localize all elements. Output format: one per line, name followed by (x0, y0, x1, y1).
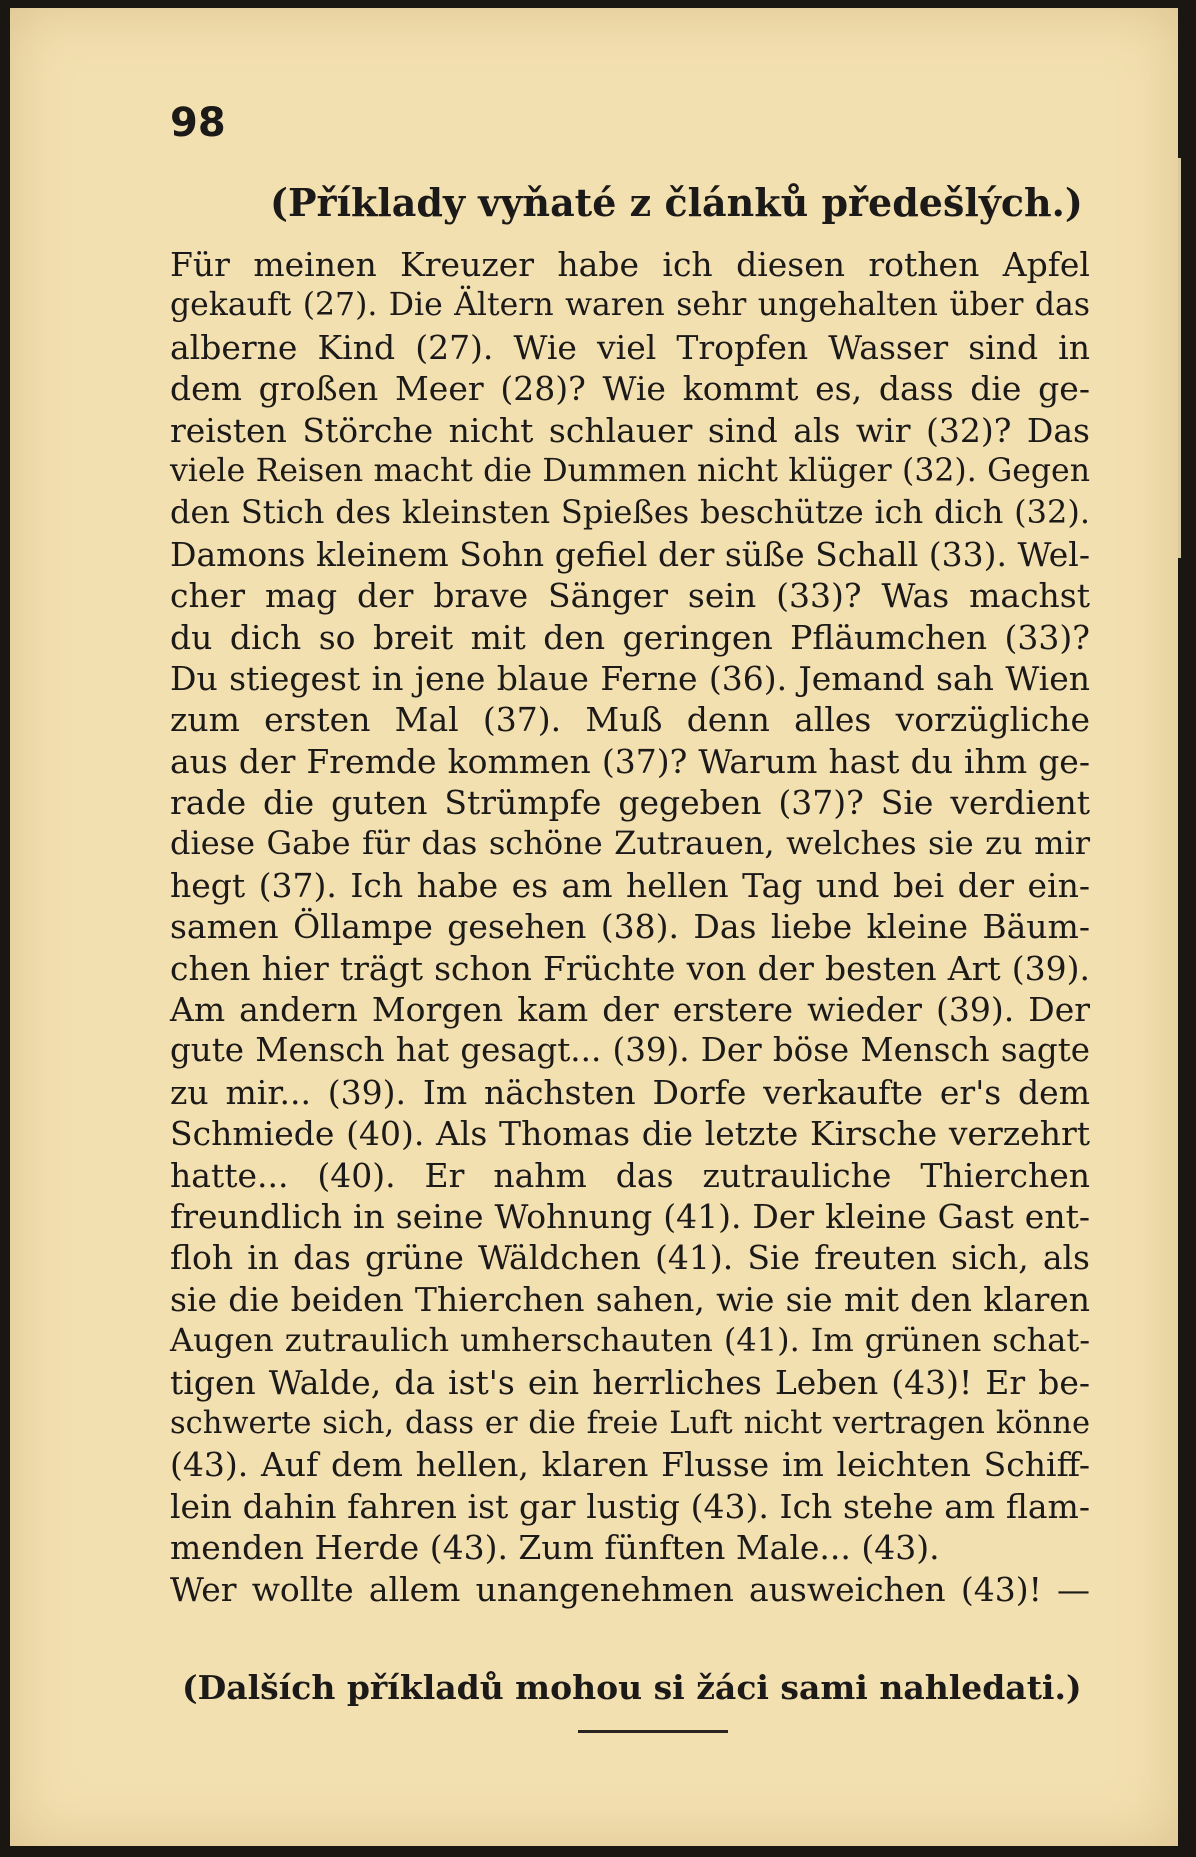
text-line: gekauft (27). Die Ältern waren sehr ungehalten über das (170, 287, 1090, 324)
text-line: Du stiegest in jene blaue Ferne (36). Jemand sah Wien (170, 658, 1090, 698)
text-line: viele Reisen macht die Dummen nicht klüger (32). Gegen (170, 452, 1090, 489)
text-line: diese Gabe für das schöne Zutrauen, welches sie zu mir (170, 824, 1090, 863)
text-line: floh in das grüne Wäldchen (41). Sie freuten sich, als (170, 1238, 1090, 1278)
section-heading: (Příklady vyňaté z článků předešlých.) (270, 180, 1083, 225)
text-line: hegt (37). Ich habe es am hellen Tag und bei der ein- (170, 865, 1090, 905)
closing-note: (Dalších příkladů mohou si žáci sami nahledati.) (182, 1668, 1082, 1707)
text-line: dem großen Meer (28)? Wie kommt es, dass die ge- (170, 369, 1090, 409)
text-line: tigen Walde, da ist's ein herrliches Leben (43)! Er be- (170, 1362, 1090, 1402)
page-number: 98 (170, 100, 226, 146)
text-line: Augen zutraulich umherschauten (41). Im grünen schat- (170, 1321, 1090, 1360)
text-line: samen Öllampe gesehen (38). Das liebe kleine Bäum- (170, 907, 1090, 947)
text-line: rade die guten Strümpfe gegeben (37)? Sie verdient (170, 783, 1090, 823)
text-line: aus der Fremde kommen (37)? Warum hast du ihm ge- (170, 741, 1090, 781)
text-line: freundlich in seine Wohnung (41). Der kleine Gast ent- (170, 1196, 1090, 1236)
page-edge-shadow (1178, 158, 1181, 558)
body-text (170, 244, 1090, 1610)
text-line: sie die beiden Thierchen sahen, wie sie mit den klaren (170, 1279, 1090, 1319)
text-line: Für meinen Kreuzer habe ich diesen rothen Apfel (170, 245, 1090, 284)
text-line: menden Herde (43). Zum fünften Male... (43). (170, 1528, 940, 1568)
text-line: den Stich des kleinsten Spießes beschütze ich dich (32). (170, 493, 1090, 532)
text-line: du dich so breit mit den geringen Pfläumchen (33)? (170, 617, 1090, 657)
text-line: Wer wollte allem unangenehmen ausweichen (43)! — (170, 1569, 1090, 1609)
text-line: schwerte sich, dass er die freie Luft nicht vertragen könne (170, 1405, 1090, 1441)
text-line: reisten Störche nicht schlauer sind als wir (32)? Das (170, 410, 1090, 450)
text-line: Am andern Morgen kam der erstere wieder (39). Der (170, 990, 1090, 1030)
text-line: lein dahin fahren ist gar lustig (43). Ich stehe am flam- (170, 1486, 1090, 1526)
text-line: zu mir... (39). Im nächsten Dorfe verkaufte er's dem (170, 1072, 1090, 1112)
text-line: Schmiede (40). Als Thomas die letzte Kirsche verzehrt (170, 1114, 1090, 1154)
text-line: Damons kleinem Sohn gefiel der süße Schall (33). Wel- (170, 534, 1090, 574)
text-line: zum ersten Mal (37). Muß denn alles vorzügliche (170, 700, 1090, 740)
text-line: (43). Auf dem hellen, klaren Flusse im leichten Schiff- (170, 1445, 1090, 1485)
text-line: hatte... (40). Er nahm das zutrauliche Thierchen (170, 1155, 1090, 1195)
book-page (10, 8, 1178, 1846)
section-divider (578, 1730, 728, 1733)
text-line: gute Mensch hat gesagt... (39). Der böse Mensch sagte (170, 1031, 1090, 1070)
text-line: cher mag der brave Sänger sein (33)? Was machst (170, 576, 1090, 616)
text-line: alberne Kind (27). Wie viel Tropfen Wasser sind in (170, 327, 1090, 367)
text-line: chen hier trägt schon Früchte von der besten Art (39). (170, 948, 1090, 988)
